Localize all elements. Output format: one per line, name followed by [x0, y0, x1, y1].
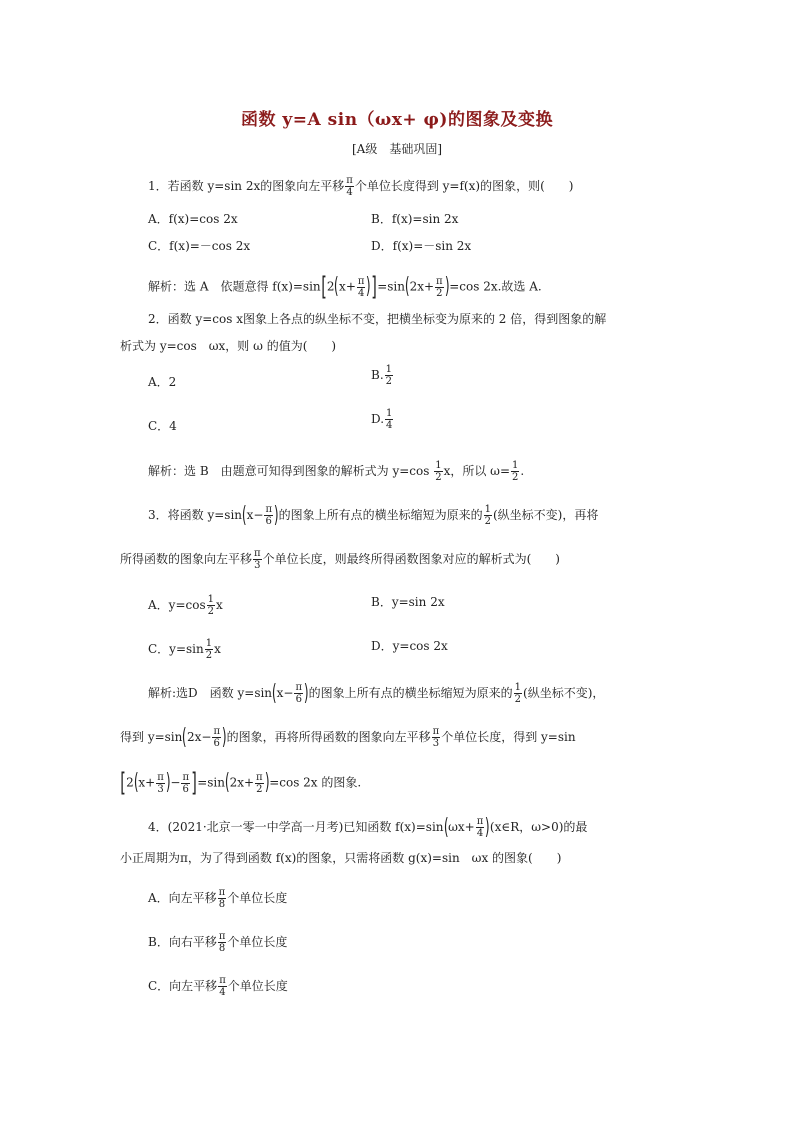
page-title: 函数 y=A sin（ωx+ φ)的图象及变换: [241, 110, 553, 130]
q4-option-b: B．向右平移 $\frac{\pi}{8}$ 个单位长度: [148, 931, 288, 954]
q1-option-c: C．f(x)=－cos 2x: [148, 239, 251, 253]
section-level: [A级 基础巩固]: [351, 142, 443, 156]
q2-solution: 解析：选 B 由题意可知得到图象的解析式为 y=cos $\frac{1}{2}$ x，所以 ω= $\frac{1}{2}$ .: [148, 460, 525, 483]
q2-option-a: A．2: [148, 375, 177, 389]
q3-option-b: B．y=sin 2x: [371, 595, 445, 609]
q3-solution-line1: 解析:选D 函数 y=sin(x− $\frac{\pi}{6}$ )的图象上所有点的横坐标缩短为原来的 $\frac{1}{2}$ (纵坐标不变)，: [148, 680, 605, 706]
q2-stem-line1: 2．函数 y=cos x图象上各点的纵坐标不变，把横坐标变为原来的 2 倍，得到图象的解: [148, 312, 607, 326]
q1-option-d: D．f(x)=－sin 2x: [371, 239, 472, 253]
q1-option-b: B．f(x)=sin 2x: [371, 212, 459, 226]
q3-solution-line3: [2(x+ $\frac{\pi}{3}$ )− $\frac{\pi}{6}$ ]=sin(2x+ $\frac{\pi}{2}$ )=cos 2x 的图象.: [120, 768, 362, 798]
q4-option-a: A．向左平移 $\frac{\pi}{8}$ 个单位长度: [148, 887, 288, 910]
q3-option-d: D．y=cos 2x: [371, 639, 448, 653]
q4-option-c: C．向左平移 $\frac{\pi}{4}$ 个单位长度: [148, 975, 288, 998]
q3-solution-line2: 得到 y=sin(2x− $\frac{\pi}{6}$ )的图象，再将所得函数的图象向左平移 $\frac{\pi}{3}$ 个单位长度，得到 y=sin: [120, 724, 576, 750]
q4-stem-line2: 小正周期为π，为了得到函数 f(x)的图象，只需将函数 g(x)=sin ωx 的图象( ): [120, 851, 562, 865]
q1-stem: 1．若函数 y=sin 2x的图象向左平移 $\frac{\pi}{4}$ 个单位长度得到 y=f(x)的图象，则( ): [148, 175, 574, 198]
q3-option-a: A．y=cos $\frac{1}{2}$ x: [148, 594, 223, 617]
q4-stem-line1: 4．(2021·北京一零一中学高一月考)已知函数 f(x)=sin(ωx+ $\frac{\pi}{4}$ )(x∈R，ω>0)的最: [148, 814, 588, 840]
q2-option-b: B. $\frac{1}{2}$: [371, 364, 393, 387]
q3-stem-line2: 所得函数的图象向左平移 $\frac{\pi}{3}$ 个单位长度，则最终所得函数图象对应的解析式为( ): [120, 548, 560, 571]
q2-option-d: D. $\frac{1}{4}$: [371, 408, 393, 431]
fraction: $\frac{\pi}{4}$: [346, 175, 353, 198]
q2-option-c: C．4: [148, 419, 177, 433]
q2-stem-line2: 析式为 y=cos ωx，则 ω 的值为( ): [120, 339, 337, 353]
q1-option-a: A．f(x)=cos 2x: [148, 212, 238, 226]
q3-stem-line1: 3．将函数 y=sin(x− $\frac{\pi}{6}$ )的图象上所有点的横坐标缩短为原来的 $\frac{1}{2}$ (纵坐标不变)，再将: [148, 502, 599, 528]
q3-option-c: C．y=sin $\frac{1}{2}$ x: [148, 638, 221, 661]
q1-solution: 解析：选 A 依题意得 f(x)=sin[2(x+ $\frac{\pi}{4}$ )]=sin(2x+ $\frac{\pi}{2}$ )=cos 2x.故选 A.: [148, 272, 542, 302]
